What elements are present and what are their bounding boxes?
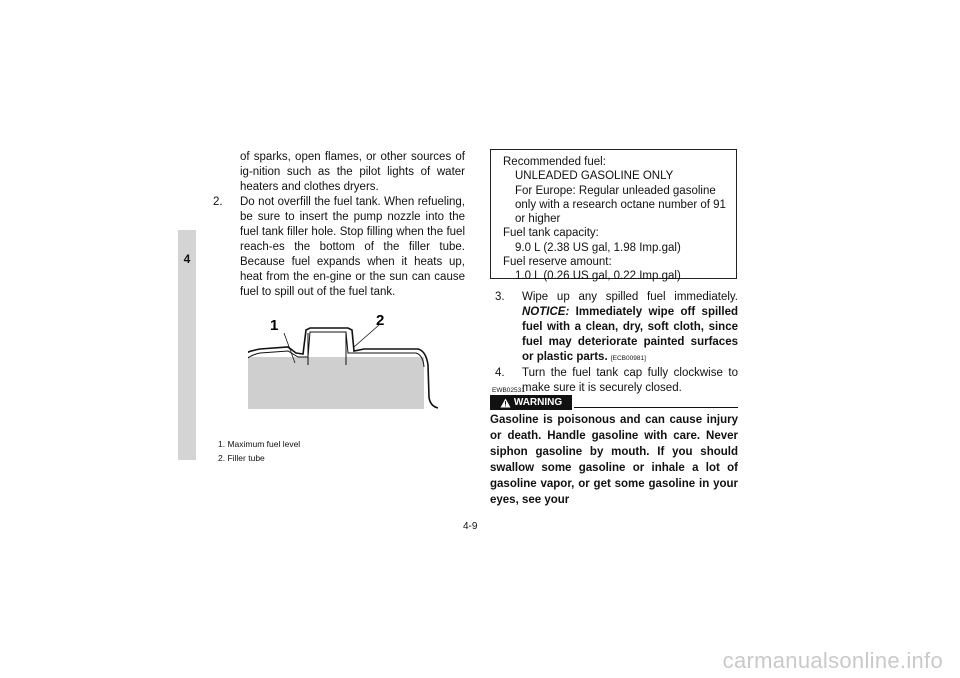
list-text: Do not overfill the fuel tank. When refueling, be sure to insert the pump nozzle into the fuel tank filler hole. Stop filling when the fuel reach-es the bottom of the filler tube. Because fuel expands when it heats up, heat from the en-gine or the sun can cause fuel to spill out of the fuel tank.: [240, 196, 465, 298]
page-number: 4-9: [463, 521, 478, 532]
callout-2: 2: [376, 312, 385, 329]
watermark: carmanualsonline.info: [722, 648, 943, 673]
chapter-number: 4: [183, 252, 191, 266]
spec-reserve-value: 1.0 L (0.26 US gal, 0.22 Imp.gal): [515, 270, 681, 283]
item3-text: Wipe up any spilled fuel immediately.: [522, 291, 738, 303]
right-column: [495, 290, 738, 396]
warning-rule: [574, 407, 738, 408]
callout-1: 1: [270, 317, 279, 334]
list-number: 3.: [495, 291, 505, 303]
list-item-2: [213, 195, 465, 300]
fuel-tank-illustration: [248, 305, 438, 415]
list-text: Turn the fuel tank cap fully clockwise to make sure it is securely closed.: [522, 367, 738, 394]
notice-code: [ECB00981]: [610, 355, 646, 362]
caption-2: 2. Filler tube: [218, 453, 265, 463]
left-column: [213, 150, 465, 300]
warning-badge: [490, 395, 572, 410]
warning-text: Gasoline is poisonous and can cause injury or death. Handle gasoline with care. Never siphon gasoline by mouth. If you should swallow some gasoline or inhale a lot of gasoline vapor, or get some gasoline in your eyes, see your: [490, 414, 738, 506]
notice-label: NOTICE:: [522, 306, 570, 318]
spec-europe-note: For Europe: Regular unleaded gasoline only with a research octane number of 91 or higher: [515, 184, 726, 226]
spec-reserve-label: Fuel reserve amount:: [503, 256, 612, 269]
list-text: [522, 290, 738, 366]
fuel-tank-diagram: [248, 305, 438, 415]
caption-1: 1. Maximum fuel level: [218, 439, 301, 449]
fuel-level-fill: [248, 357, 424, 409]
notice-text: Immediately wipe off spilled fuel with a clean, dry, soft cloth, since fuel may deteriorate painted surfaces or plastic parts.: [522, 306, 738, 363]
spec-fuel-type: UNLEADED GASOLINE ONLY: [515, 170, 674, 183]
fuel-spec-box: [490, 149, 737, 283]
chapter-tab: [178, 230, 196, 460]
spec-capacity-value: 9.0 L (2.38 US gal, 1.98 Imp.gal): [515, 241, 681, 254]
warning-code: EWB02531: [492, 387, 525, 394]
spec-heading: Recommended fuel:: [503, 156, 606, 168]
list-item-4: [495, 366, 738, 396]
spec-capacity-label: Fuel tank capacity:: [503, 227, 599, 240]
list-item-3: [495, 290, 738, 366]
warning-triangle-icon: [500, 398, 511, 408]
list-number: 4.: [495, 367, 505, 379]
figure-captions: [218, 437, 300, 465]
continued-paragraph: of sparks, open flames, or other sources of ig-nition such as the pilot lights of water heaters and clothes dryers.: [240, 151, 465, 193]
warning-label: WARNING: [513, 397, 563, 408]
list-number: 2.: [213, 196, 223, 208]
